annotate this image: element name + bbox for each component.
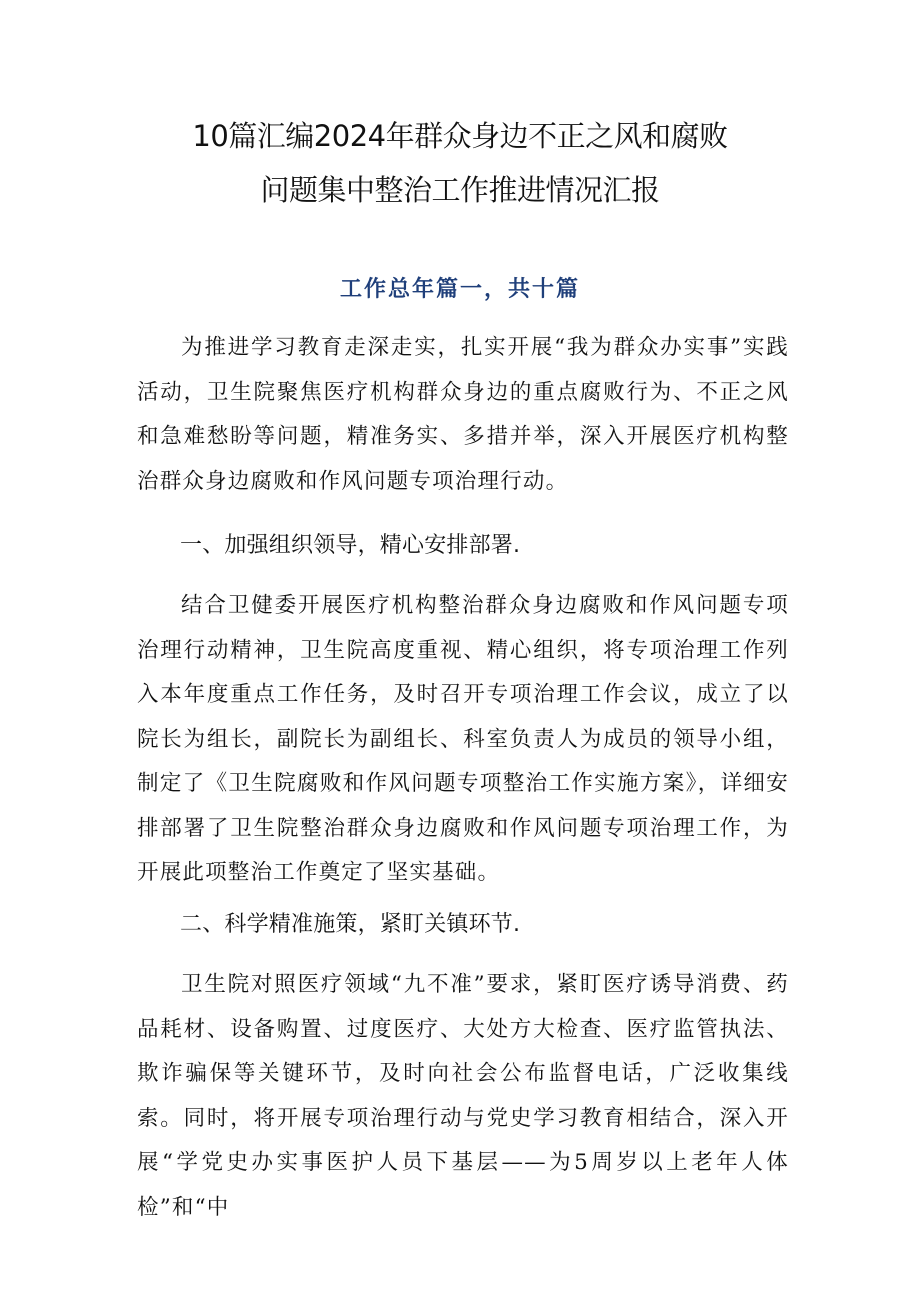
document-subtitle: 工作总年篇一，共十篇 <box>339 276 580 302</box>
section-2-paragraph: 卫生院对照医疗领域“九不准”要求，紧盯医疗诱导消费、药品耗材、设备购置、过度医疗、大处方大检查、医疗监管执法、欺诈骗保等关键环节，及时向社会公布监督电话，广泛收集线索。同时，将开展专项治理行动与党史学习教育相结合，深入开展“学党史办实事医护人员下基层——为5周岁以上老年人体检”和“中 <box>137 972 789 1220</box>
section-2-heading: 二、科学精准施策，紧盯关镇环节. <box>180 912 521 937</box>
document-title-line-2: 问题集中整治工作推进情况汇报 <box>260 173 660 207</box>
document-title-line-1: 10篇汇编2024年群众身边不正之风和腐败 <box>192 119 728 153</box>
section-1-heading: 一、加强组织领导，精心安排部署. <box>180 533 521 558</box>
intro-paragraph: 为推进学习教育走深走实，扎实开展“我为群众办实事”实践活动，卫生院聚焦医疗机构群众身边的重点腐败行为、不正之风和急难愁盼等问题，精准务实、多措并举，深入开展医疗机构整治群众身边腐败和作风问题专项治理行动。 <box>137 335 789 494</box>
section-1-paragraph: 结合卫健委开展医疗机构整治群众身边腐败和作风问题专项治理行动精神，卫生院高度重视、精心组织，将专项治理工作列入本年度重点工作任务，及时召开专项治理工作会议，成立了以院长为组长，副院长为副组长、科室负责人为成员的领导小组，制定了《卫生院腐败和作风问题专项整治工作实施方案》，详细安排部署了卫生院整治群众身边腐败和作风问题专项治理工作，为开展此项整治工作奠定了坚实基础。 <box>137 593 789 885</box>
